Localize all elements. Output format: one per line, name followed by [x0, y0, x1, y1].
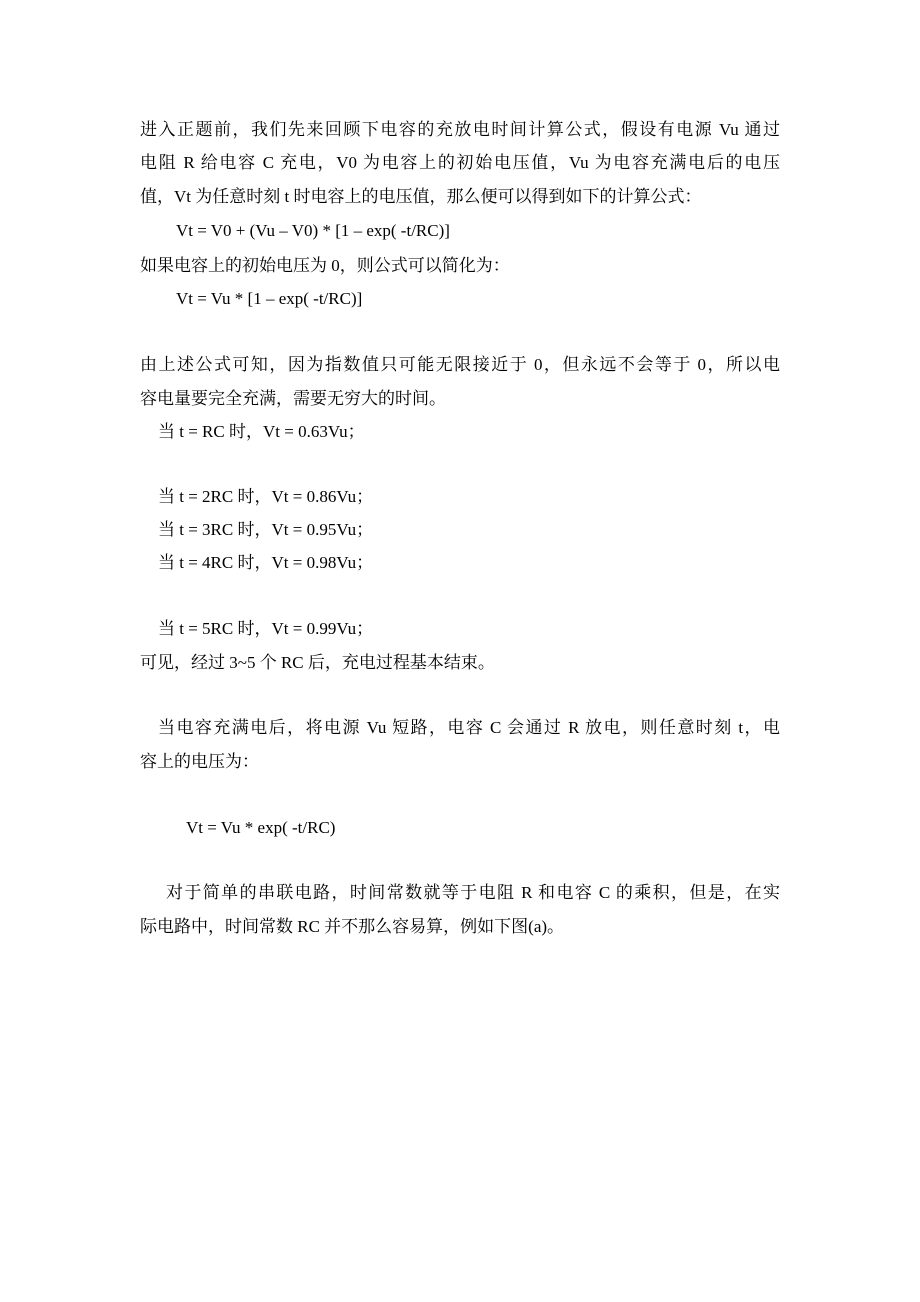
charge-value-4rc: 当 t = 4RC 时，Vt = 0.98Vu；	[158, 553, 374, 572]
charge-value-3rc: 当 t = 3RC 时，Vt = 0.95Vu；	[158, 520, 374, 539]
note-zero-initial: 如果电容上的初始电压为 0，则公式可以简化为：	[140, 256, 510, 275]
intro-line-3: 值，Vt 为任意时刻 t 时电容上的电压值，那么便可以得到如下的计算公式：	[140, 187, 702, 206]
discharge-line-1: 当电容充满电后，将电源 Vu 短路，电容 C 会通过 R 放电，则任意时刻 t，电	[158, 718, 780, 737]
time-constant-line-1: 对于简单的串联电路，时间常数就等于电阻 R 和电容 C 的乘积，但是，在实	[166, 883, 780, 902]
charge-value-1rc: 当 t = RC 时，Vt = 0.63Vu；	[158, 422, 365, 441]
formula-simplified: Vt = Vu * [1 – exp( -t/RC)]	[176, 289, 363, 308]
exponent-line-2: 容电量要完全充满，需要无穷大的时间。	[140, 389, 446, 408]
formula-discharge: Vt = Vu * exp( -t/RC)	[186, 818, 336, 837]
charge-value-2rc: 当 t = 2RC 时，Vt = 0.86Vu；	[158, 487, 374, 506]
intro-line-1: 进入正题前，我们先来回顾下电容的充放电时间计算公式，假设有电源 Vu 通过	[140, 120, 780, 139]
discharge-line-2: 容上的电压为：	[140, 752, 259, 771]
conclusion-charge: 可见，经过 3~5 个 RC 后，充电过程基本结束。	[140, 653, 495, 672]
time-constant-line-2: 际电路中，时间常数 RC 并不那么容易算，例如下图(a)。	[140, 917, 565, 936]
intro-line-2: 电阻 R 给电容 C 充电，V0 为电容上的初始电压值，Vu 为电容充满电后的电压	[140, 153, 780, 172]
formula-general: Vt = V0 + (Vu – V0) * [1 – exp( -t/RC)]	[176, 221, 450, 240]
charge-value-5rc: 当 t = 5RC 时，Vt = 0.99Vu；	[158, 619, 374, 638]
exponent-line-1: 由上述公式可知，因为指数值只可能无限接近于 0，但永远不会等于 0，所以电	[140, 355, 780, 374]
